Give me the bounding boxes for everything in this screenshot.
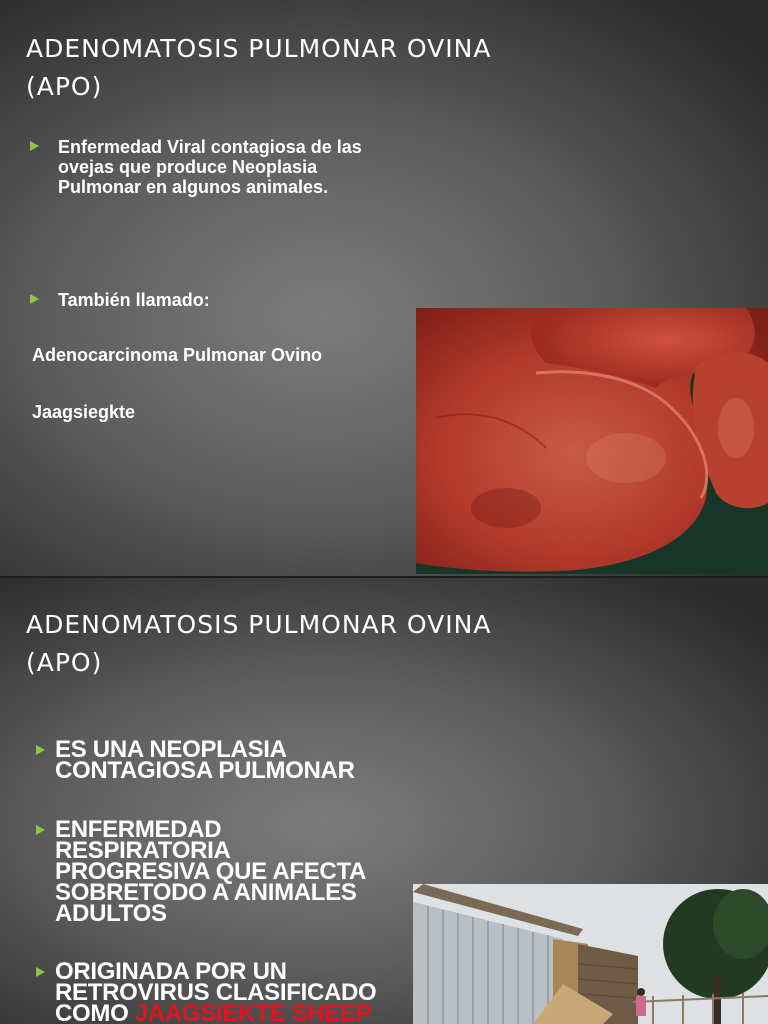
bullet-line: ORIGINADA POR UN (55, 958, 287, 985)
slide-1-bullet-2: También llamado: (58, 290, 210, 310)
bullet-marker-icon (36, 745, 45, 755)
bullet-line: Pulmonar en algunos animales. (58, 177, 329, 197)
bullet-marker-icon (30, 294, 39, 304)
lung-tissue-photo (416, 308, 768, 574)
slide-1-title-line-1: ADENOMATOSIS PULMONAR OVINA (26, 34, 492, 63)
bullet-line: ES UNA NEOPLASIA (55, 736, 287, 763)
barn-photo (413, 884, 768, 1024)
bullet-line: RESPIRATORIA (55, 837, 231, 864)
bullet-line: Enfermedad Viral contagiosa de las (58, 137, 362, 157)
bullet-line: SOBRETODO A ANIMALES (55, 879, 357, 906)
bullet-marker-icon (36, 967, 45, 977)
slide-2-title (26, 606, 491, 682)
bullet-line (55, 1000, 376, 1024)
bullet-line: ovejas que produce Neoplasia (58, 157, 318, 177)
barn-photo-graphic (413, 884, 768, 1024)
highlighted-term: JAAGSIEKTE SHEEP (134, 1000, 372, 1024)
bullet-marker-icon (36, 825, 45, 835)
alt-name-1: Adenocarcinoma Pulmonar Ovino (32, 345, 323, 365)
bullet-line: RETROVIRUS CLASIFICADO (55, 979, 377, 1006)
bullet-line: CONTAGIOSA PULMONAR (55, 757, 355, 784)
slide-1-title-line-2: (APO) (26, 72, 103, 101)
slide-2-bullet-3 (55, 958, 377, 1024)
slide-2-title-line-1: ADENOMATOSIS PULMONAR OVINA (26, 610, 492, 639)
slide-2-title-line-2: (APO) (26, 648, 103, 677)
slide-2-bullet-2 (55, 816, 367, 927)
bullet-line: ENFERMEDAD (55, 816, 222, 843)
bullet-line: PROGRESIVA QUE AFECTA (55, 858, 367, 885)
bullet-line: ADULTOS (55, 900, 167, 927)
slide-1-bullet-1 (58, 137, 362, 197)
slide-1-title (26, 30, 491, 106)
slide-2 (0, 578, 768, 1024)
slide-2-bullet-1 (55, 736, 355, 784)
alt-name-2: Jaagsiegkte (32, 402, 136, 422)
bullet-marker-icon (30, 141, 39, 151)
lung-photo-graphic (416, 308, 768, 574)
bullet-text-prefix: COMO (55, 1000, 135, 1024)
